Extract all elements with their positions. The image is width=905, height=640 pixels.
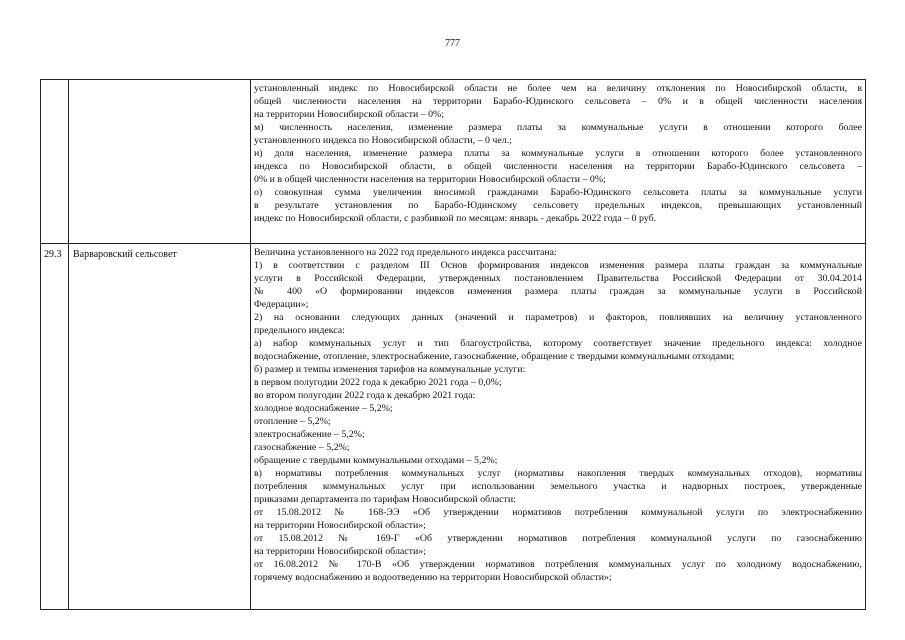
text-line: о) совокупная сумма увеличения вносимой гражданами Барабо-Юдинского сельсовета платы за коммунальные услуги: [254, 187, 862, 198]
row-number-cell: [41, 80, 69, 244]
text-line: 2) на основании следующих данных (значений и параметров) и факторов, повлиявших на величину установленного: [254, 312, 862, 323]
text-line: 1) в соответствии с разделом III Основ формирования индексов изменения размера платы граждан за коммунальные: [254, 260, 862, 271]
text-line: индекса по Новосибирской области, в общей численности населения на территории Барабо-Юдинского сельсовета –: [254, 161, 862, 172]
text-line: н) доля населения, изменение размера платы за коммунальные услуги в отношении которого более установленного: [254, 148, 862, 159]
text-line: в результате установления по Барабо-Юдинскому сельсовету предельных индексов, превышающих установленный: [254, 200, 862, 211]
table-row: [41, 244, 866, 610]
text-line: обращение с твердыми коммунальными отходами – 5,2%;: [254, 455, 498, 466]
row-description-cell: [251, 80, 866, 244]
text-line: м) численность населения, изменение размера платы за коммунальные услуги в отношении которого более: [254, 122, 862, 133]
document-table: [40, 79, 866, 610]
text-line: установленный индекс по Новосибирской области не более чем на величину отклонения по Новосибирской области, в: [254, 83, 862, 94]
text-line: электроснабжение – 5,2%;: [254, 429, 365, 440]
text-line: водоснабжение, отопление, электроснабжение, газоснабжение, обращение с твердыми коммунальными отходами;: [254, 351, 735, 362]
text-line: предельного индекса:: [254, 325, 345, 336]
text-line: от 15.08.2012 № 169-Г «Об утверждении нормативов потребления коммунальной услуги по газоснабжению: [254, 533, 862, 544]
text-line: холодное водоснабжение – 5,2%;: [254, 403, 393, 414]
page-number: 777: [445, 38, 460, 49]
text-line: № 400 «О формировании индексов изменения размера платы граждан за коммунальные услуги в Российской: [254, 286, 862, 297]
text-line: услуги в Российской Федерации, утвержденных постановлением Правительства Российской Федерации от 30.04.2014: [254, 273, 862, 284]
municipality-name-cell: Варваровский сельсовет: [69, 244, 251, 610]
text-line: Федерации»;: [254, 299, 309, 310]
text-line: в первом полугодии 2022 года к декабрю 2021 года – 0,0%;: [254, 377, 502, 388]
text-line: на территории Новосибирской области»;: [254, 546, 426, 557]
text-line: от 16.08.2012 № 170-В «Об утверждении нормативов потребления коммунальных услуг по холодному водоснабжению,: [254, 559, 862, 570]
text-line: Величина установленного на 2022 год предельного индекса рассчитана:: [254, 247, 557, 258]
text-line: на территории Новосибирской области – 0%;: [254, 109, 445, 120]
text-line: во втором полугодии 2022 года к декабрю 2021 года:: [254, 390, 476, 401]
text-line: общей численности населения на территории Барабо-Юдинского сельсовета – 0% и в общей численности населения: [254, 96, 862, 107]
municipality-name-cell: [69, 80, 251, 244]
text-line: газоснабжение – 5,2%;: [254, 442, 350, 453]
text-line: отопление – 5,2%;: [254, 416, 331, 427]
text-line: потребления коммунальных услуг при использовании земельного участка и надворных построек, утвержденные: [254, 481, 862, 492]
text-line: б) размер и темпы изменения тарифов на коммунальные услуги:: [254, 364, 526, 375]
row-number-cell: 29.3: [41, 244, 69, 610]
text-line: 0% и в общей численности населения на территории Новосибирской области – 0%;: [254, 174, 606, 185]
text-line: на территории Новосибирской области»;: [254, 520, 426, 531]
text-line: установленного индекса по Новосибирской области, – 0 чел.;: [254, 135, 512, 146]
row-description-cell: [251, 244, 866, 610]
text-line: от 15.08.2012 № 168-ЭЭ «Об утверждении нормативов потребления коммунальной услуги по электроснабжению: [254, 507, 862, 518]
text-line: приказами департамента по тарифам Новосибирской области:: [254, 494, 516, 505]
text-line: в) нормативы потребления коммунальных услуг (нормативы накопления твердых коммунальных отходов), нормативы: [254, 468, 862, 479]
text-line: горячему водоснабжению и водоотведению на территории Новосибирской области»;: [254, 572, 612, 583]
table-row: [41, 80, 866, 244]
text-line: индекс по Новосибирской области, с разбивкой по месяцам: январь - декабрь 2022 года – 0 руб.: [254, 213, 657, 224]
text-line: а) набор коммунальных услуг и тип благоустройства, которому соответствует значение предельного индекса: холодное: [254, 338, 862, 349]
